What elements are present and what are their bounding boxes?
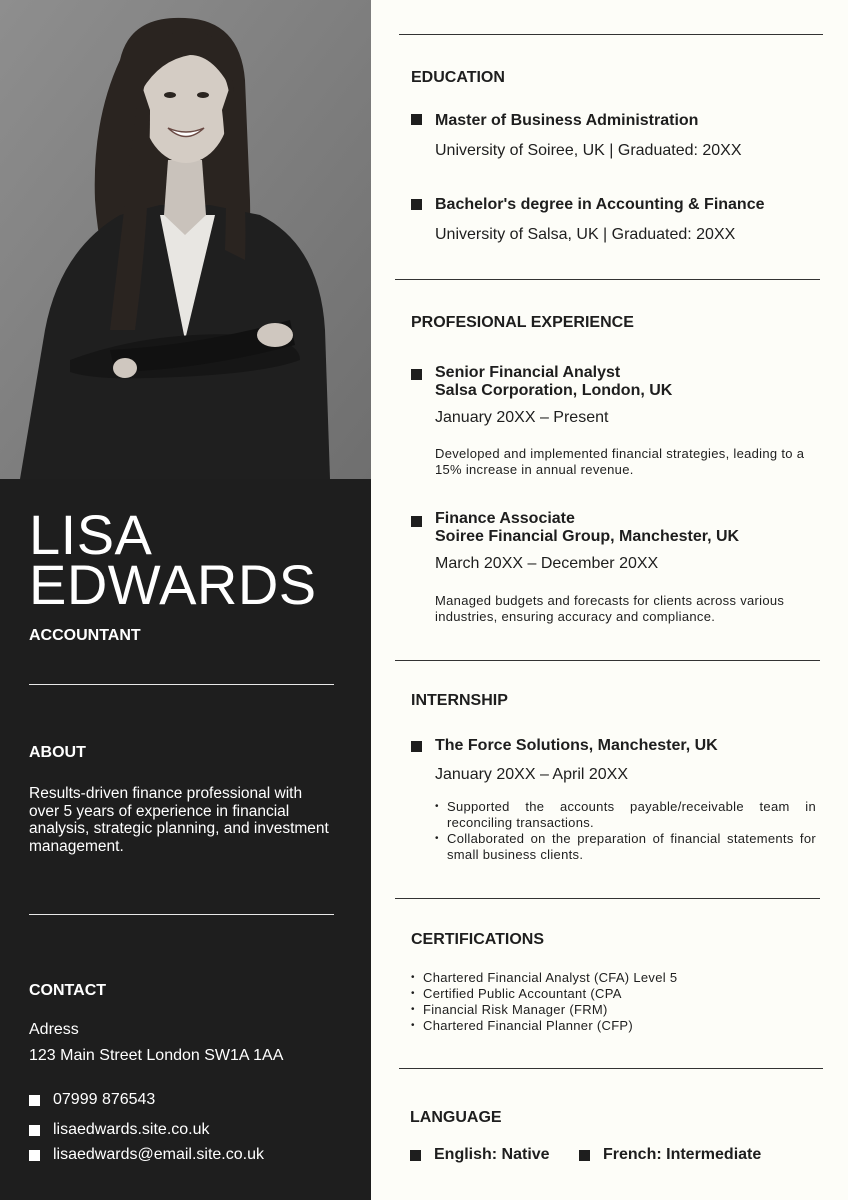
email-link[interactable]: lisaedwards@email.site.co.uk: [53, 1146, 264, 1163]
section-divider: [395, 898, 820, 899]
job-role: Finance Associate: [435, 510, 575, 527]
job-description: Managed budgets and forecasts for clients across various industries, ensuring accuracy and compliance.: [435, 593, 785, 624]
bullet-square-icon: [29, 1125, 40, 1136]
bullet-square-icon: [411, 199, 422, 210]
list-item: • Certified Public Accountant (CPA: [411, 986, 811, 1002]
job-dates: January 20XX – Present: [435, 409, 609, 426]
sidebar-divider: [29, 914, 334, 915]
section-divider: [395, 279, 820, 280]
education-detail: University of Salsa, UK | Graduated: 20XX: [435, 226, 736, 243]
bullet-square-icon: [29, 1095, 40, 1106]
bullet-square-icon: [579, 1150, 590, 1161]
job-description: Developed and implemented financial strategies, leading to a 15% increase in annual revenue.: [435, 446, 805, 477]
bullet-square-icon: [411, 741, 422, 752]
certifications-heading: CERTIFICATIONS: [411, 931, 545, 948]
list-item: • Financial Risk Manager (FRM): [411, 1002, 811, 1018]
experience-heading: PROFESIONAL EXPERIENCE: [411, 314, 634, 331]
profile-photo: [0, 0, 371, 479]
certifications-list: [411, 970, 811, 1034]
language-label: French: Intermediate: [603, 1146, 762, 1163]
sidebar: [0, 0, 371, 1200]
sidebar-divider: [29, 684, 334, 685]
profile-photo-illustration: [0, 0, 371, 479]
section-divider: [395, 660, 820, 661]
education-degree: Master of Business Administration: [435, 112, 699, 129]
job-role: Senior Financial Analyst: [435, 364, 621, 381]
list-item: • Supported the accounts payable/receivable team in reconciling transactions.: [435, 799, 816, 831]
bullet-square-icon: [411, 516, 422, 527]
education-degree: Bachelor's degree in Accounting & Finance: [435, 196, 765, 213]
about-heading: ABOUT: [29, 744, 86, 761]
language-label: English: Native: [434, 1146, 550, 1163]
internship-heading: INTERNSHIP: [411, 692, 508, 709]
language-item: [410, 1146, 550, 1164]
internship-bullets: [435, 799, 816, 863]
first-name: LISA: [29, 503, 153, 566]
language-heading: LANGUAGE: [410, 1109, 502, 1126]
internship-company: The Force Solutions, Manchester, UK: [435, 737, 718, 754]
list-item: • Chartered Financial Analyst (CFA) Level 5: [411, 970, 811, 986]
job-title: ACCOUNTANT: [29, 627, 141, 644]
list-item: • Collaborated on the preparation of financial statements for small business clients.: [435, 831, 816, 863]
language-item: [579, 1146, 761, 1164]
full-name: [29, 503, 317, 616]
website-link[interactable]: lisaedwards.site.co.uk: [53, 1121, 210, 1138]
contact-email[interactable]: [29, 1146, 264, 1164]
experience-title: [435, 510, 739, 545]
contact-website[interactable]: [29, 1121, 210, 1139]
bullet-square-icon: [411, 114, 422, 125]
bullet-square-icon: [410, 1150, 421, 1161]
section-divider: [399, 34, 823, 35]
experience-title: [435, 364, 672, 399]
address-value: 123 Main Street London SW1A 1AA: [29, 1047, 284, 1064]
section-divider: [399, 1068, 823, 1069]
phone-number: 07999 876543: [53, 1091, 156, 1108]
address-label: Adress: [29, 1021, 79, 1038]
contact-phone: [29, 1091, 155, 1109]
last-name: EDWARDS: [29, 553, 317, 616]
job-company: Salsa Corporation, London, UK: [435, 381, 673, 399]
job-dates: March 20XX – December 20XX: [435, 555, 659, 572]
internship-dates: January 20XX – April 20XX: [435, 766, 629, 783]
list-item: • Chartered Financial Planner (CFP): [411, 1018, 811, 1034]
about-text: Results-driven finance professional with over 5 years of experience in financial analysis, strategic planning, and investment management.: [29, 785, 329, 855]
bullet-square-icon: [411, 369, 422, 380]
education-detail: University of Soiree, UK | Graduated: 20XX: [435, 142, 742, 159]
education-heading: EDUCATION: [411, 69, 505, 86]
contact-heading: CONTACT: [29, 982, 107, 999]
job-company: Soiree Financial Group, Manchester, UK: [435, 527, 740, 545]
bullet-square-icon: [29, 1150, 40, 1161]
